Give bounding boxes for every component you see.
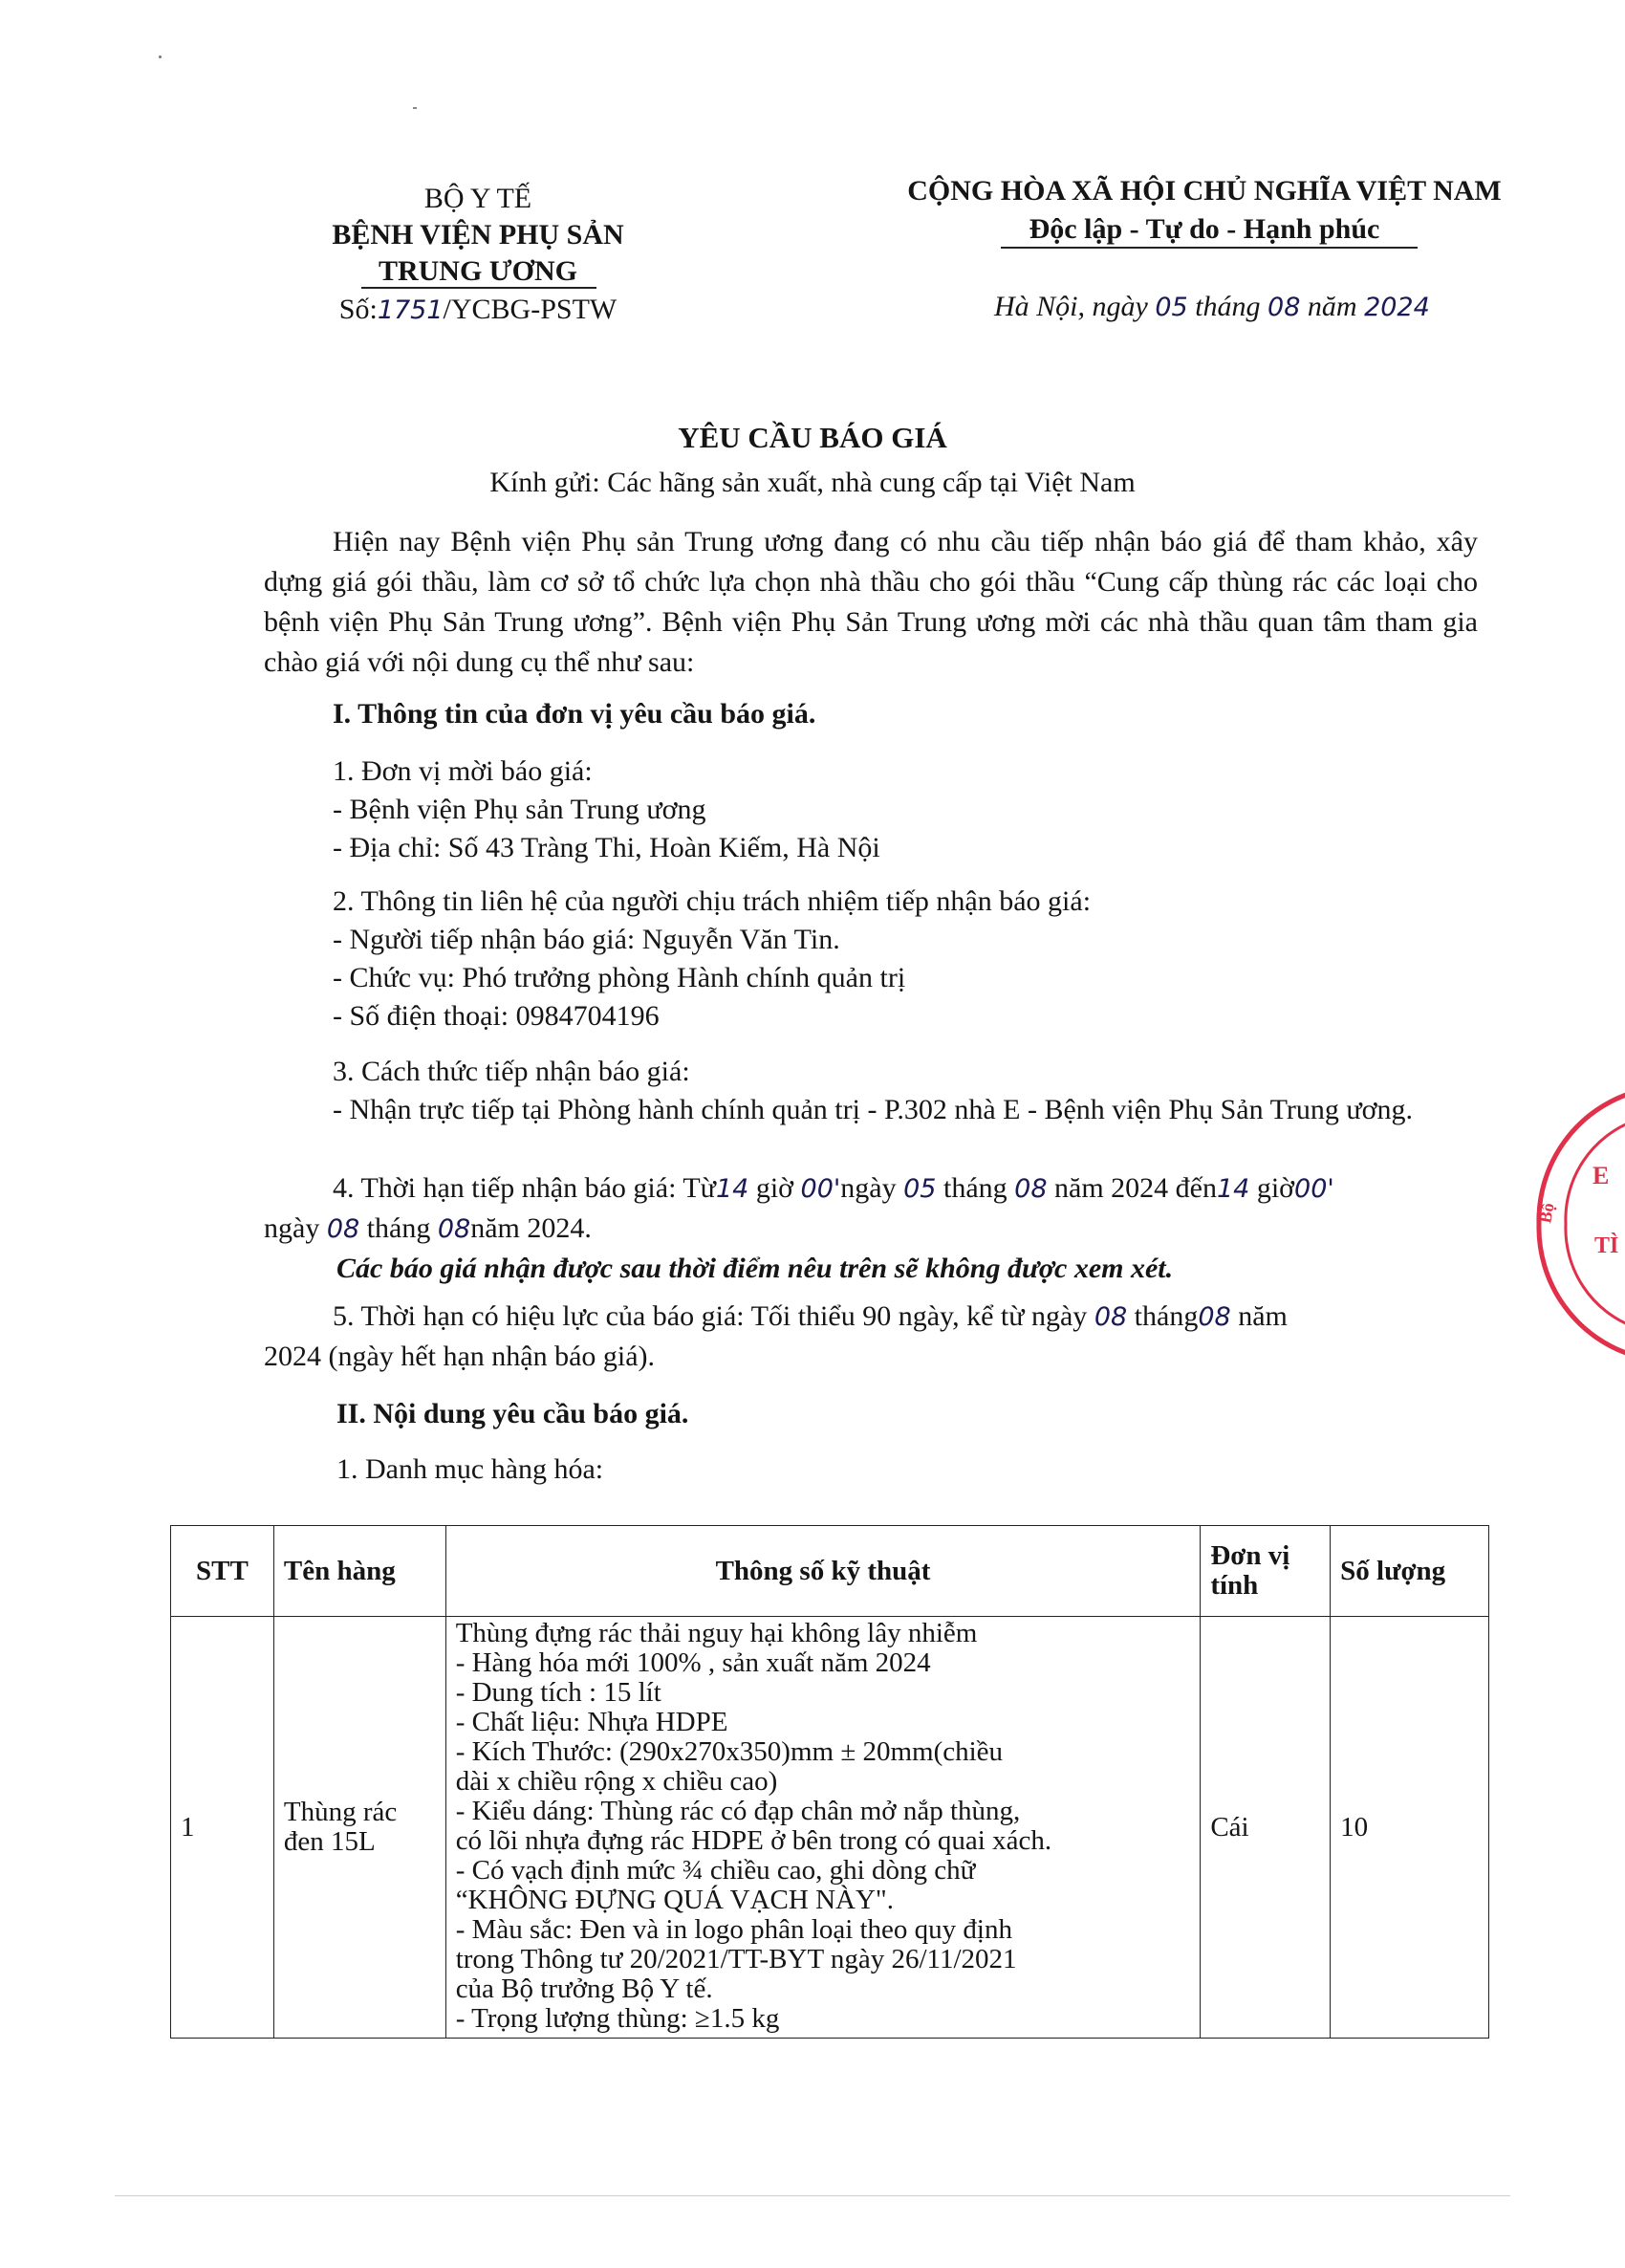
document-title: YÊU CẦU BÁO GIÁ <box>678 421 947 454</box>
row-stt: 1 <box>171 1617 274 2039</box>
hospital-underline <box>361 287 596 289</box>
date-month-label: tháng <box>1195 291 1261 322</box>
item4-hour1: 14 <box>715 1174 749 1204</box>
spec-line: - Hàng hóa mới 100% , sản xuất năm 2024 <box>455 1647 931 1678</box>
item4-day2: 08 <box>326 1214 360 1244</box>
item2-phone: - Số điện thoại: 0984704196 <box>333 1000 660 1032</box>
item4-day-label: ngày <box>840 1172 897 1204</box>
motto-underline <box>1001 247 1418 249</box>
item4-day1: 05 <box>903 1174 937 1204</box>
item4-day-label2: ngày <box>264 1212 320 1244</box>
stamp-inner-ring <box>1566 1121 1625 1327</box>
addressee: Kính gửi: Các hãng sản xuất, nhà cung cấp tại Việt Nam <box>489 467 1136 498</box>
spec-line: trong Thông tư 20/2021/TT-BYT ngày 26/11/2021 <box>455 1944 1017 1974</box>
item1-title: 1. Đơn vị mời báo giá: <box>333 755 593 787</box>
row-unit: Cái <box>1201 1617 1331 2039</box>
date-year-label: năm <box>1307 291 1357 322</box>
row-spec <box>445 1617 1201 2039</box>
spec-line: - Trọng lượng thùng: ≥1.5 kg <box>455 2003 780 2034</box>
document-number <box>287 293 669 328</box>
goods-table <box>170 1525 1489 2039</box>
item2-position: - Chức vụ: Phó trưởng phòng Hành chính quản trị <box>333 962 906 993</box>
hospital-name-line2: TRUNG ƯƠNG <box>378 255 578 287</box>
item4-hour-label: giờ <box>755 1172 794 1204</box>
number-prefix: Số: <box>338 294 378 325</box>
item4-line2 <box>264 1209 592 1250</box>
nation-motto: Độc lập - Tự do - Hạnh phúc <box>1029 213 1380 245</box>
item2-person: - Người tiếp nhận báo giá: Nguyễn Văn Tin. <box>333 924 840 955</box>
item5-text: 5. Thời hạn có hiệu lực của báo giá: Tối thiểu 90 ngày, kể từ ngày <box>333 1300 1088 1332</box>
stamp-text-1: E <box>1592 1162 1610 1189</box>
stamp-text-2: Bộ <box>1535 1201 1558 1225</box>
date-day: 05 <box>1155 293 1188 322</box>
spec-line: có lõi nhựa đựng rác HDPE ở bên trong có quai xách. <box>455 1825 1052 1856</box>
hospital-name-line1: BỆNH VIỆN PHỤ SẢN <box>332 219 624 251</box>
ministry-name: BỘ Y TẾ <box>423 183 532 214</box>
header-qty: Số lượng <box>1331 1526 1489 1617</box>
item4-minute1: 00' <box>800 1174 841 1204</box>
item4-line1 <box>333 1168 1334 1210</box>
item5-line2: 2024 (ngày hết hạn nhận báo giá). <box>264 1341 656 1372</box>
spec-line: Thùng đựng rác thải nguy hại không lây nhiễm <box>455 1618 978 1648</box>
date-place: Hà Nội, ngày <box>994 291 1148 322</box>
item5-month: 08 <box>1198 1302 1231 1332</box>
item5-day: 08 <box>1094 1302 1128 1332</box>
intro-paragraph: Hiện nay Bệnh viện Phụ sản Trung ương đang có nhu cầu tiếp nhận báo giá để tham khảo, xây dựng giá gói thầu, làm cơ sở tổ chức lựa chọn nhà thầu cho gói thầu “Cung cấp thùng rác các loại cho bệnh viện Phụ Sản Trung ương”. Bệnh viện Phụ Sản Trung ương mời các nhà thầu quan tâm tham gia chào giá với nội dung cụ thể như sau: <box>264 526 1478 678</box>
row-qty: 10 <box>1331 1617 1489 2039</box>
date-month: 08 <box>1268 293 1301 322</box>
scan-speck <box>413 107 417 109</box>
item4-text-to: năm 2024 đến <box>1054 1172 1217 1204</box>
header-spec: Thông số kỹ thuật <box>445 1526 1201 1617</box>
spec-line: - Chất liệu: Nhựa HDPE <box>455 1707 728 1737</box>
item3-title: 3. Cách thức tiếp nhận báo giá: <box>333 1056 690 1087</box>
stamp-text-3: TÌ <box>1594 1233 1619 1258</box>
scan-bottom-line <box>115 2195 1510 2196</box>
spec-line: “KHÔNG ĐỰNG QUÁ VẠCH NÀY". <box>455 1885 894 1915</box>
spec-line: - Kiểu dáng: Thùng rác có đạp chân mở nắp thùng, <box>455 1796 1021 1826</box>
header-stt: STT <box>171 1526 274 1617</box>
goods-list-title: 1. Danh mục hàng hóa: <box>336 1453 604 1485</box>
number-handwritten: 1751 <box>377 295 444 325</box>
issue-date <box>994 287 1430 328</box>
spec-line: - Dung tích : 15 lít <box>455 1677 661 1708</box>
row-name: Thùng rác đen 15L <box>273 1617 445 2039</box>
header-name: Tên hàng <box>273 1526 445 1617</box>
item1-name: - Bệnh viện Phụ sản Trung ương <box>333 794 706 825</box>
item5-month-label: tháng <box>1134 1300 1199 1332</box>
item4-text-from: 4. Thời hạn tiếp nhận báo giá: Từ <box>333 1172 716 1204</box>
spec-line: - Có vạch định mức ¾ chiều cao, ghi dòng chữ <box>455 1855 976 1886</box>
table-header-row <box>171 1526 1489 1617</box>
item2-title: 2. Thông tin liên hệ của người chịu trách nhiệm tiếp nhận báo giá: <box>333 885 1092 917</box>
spec-line: dài x chiều rộng x chiều cao) <box>455 1766 778 1797</box>
item4-month2: 08 <box>437 1214 471 1244</box>
number-suffix: /YCBG-PSTW <box>443 294 618 325</box>
spec-line: - Kích Thước: (290x270x350)mm ± 20mm(chiều <box>455 1736 1004 1767</box>
scan-speck <box>159 55 162 58</box>
item4-minute2: 00' <box>1294 1174 1334 1204</box>
item1-address: - Địa chỉ: Số 43 Tràng Thi, Hoàn Kiếm, Hà Nội <box>333 832 880 863</box>
deadline-note: Các báo giá nhận được sau thời điểm nêu trên sẽ không được xem xét. <box>336 1253 1174 1284</box>
item4-month1: 08 <box>1014 1174 1048 1204</box>
nation-name: CỘNG HÒA XÃ HỘI CHỦ NGHĨA VIỆT NAM <box>907 175 1502 207</box>
item5-line1 <box>333 1297 1288 1338</box>
header-unit: Đơn vị tính <box>1201 1526 1331 1617</box>
table-row <box>171 1617 1489 2039</box>
spec-line: - Màu sắc: Đen và in logo phân loại theo quy định <box>455 1914 1012 1945</box>
section1-heading: I. Thông tin của đơn vị yêu cầu báo giá. <box>333 698 816 730</box>
item5-year-label: năm <box>1238 1300 1288 1332</box>
item4-hour-label2: giờ <box>1256 1172 1295 1204</box>
item3-text: - Nhận trực tiếp tại Phòng hành chính quản trị - P.302 nhà E - Bệnh viện Phụ Sản Trung ương. <box>333 1094 1413 1125</box>
item4-month-label: tháng <box>942 1172 1008 1204</box>
item4-month-label2: tháng <box>366 1212 431 1244</box>
item4-hour2: 14 <box>1216 1174 1250 1204</box>
section2-heading: II. Nội dung yêu cầu báo giá. <box>336 1398 689 1429</box>
spec-line: của Bộ trưởng Bộ Y tế. <box>455 1974 713 2004</box>
official-stamp-fragment <box>1522 1080 1625 1367</box>
item4-year: năm 2024. <box>470 1212 592 1244</box>
date-year: 2024 <box>1364 293 1430 322</box>
